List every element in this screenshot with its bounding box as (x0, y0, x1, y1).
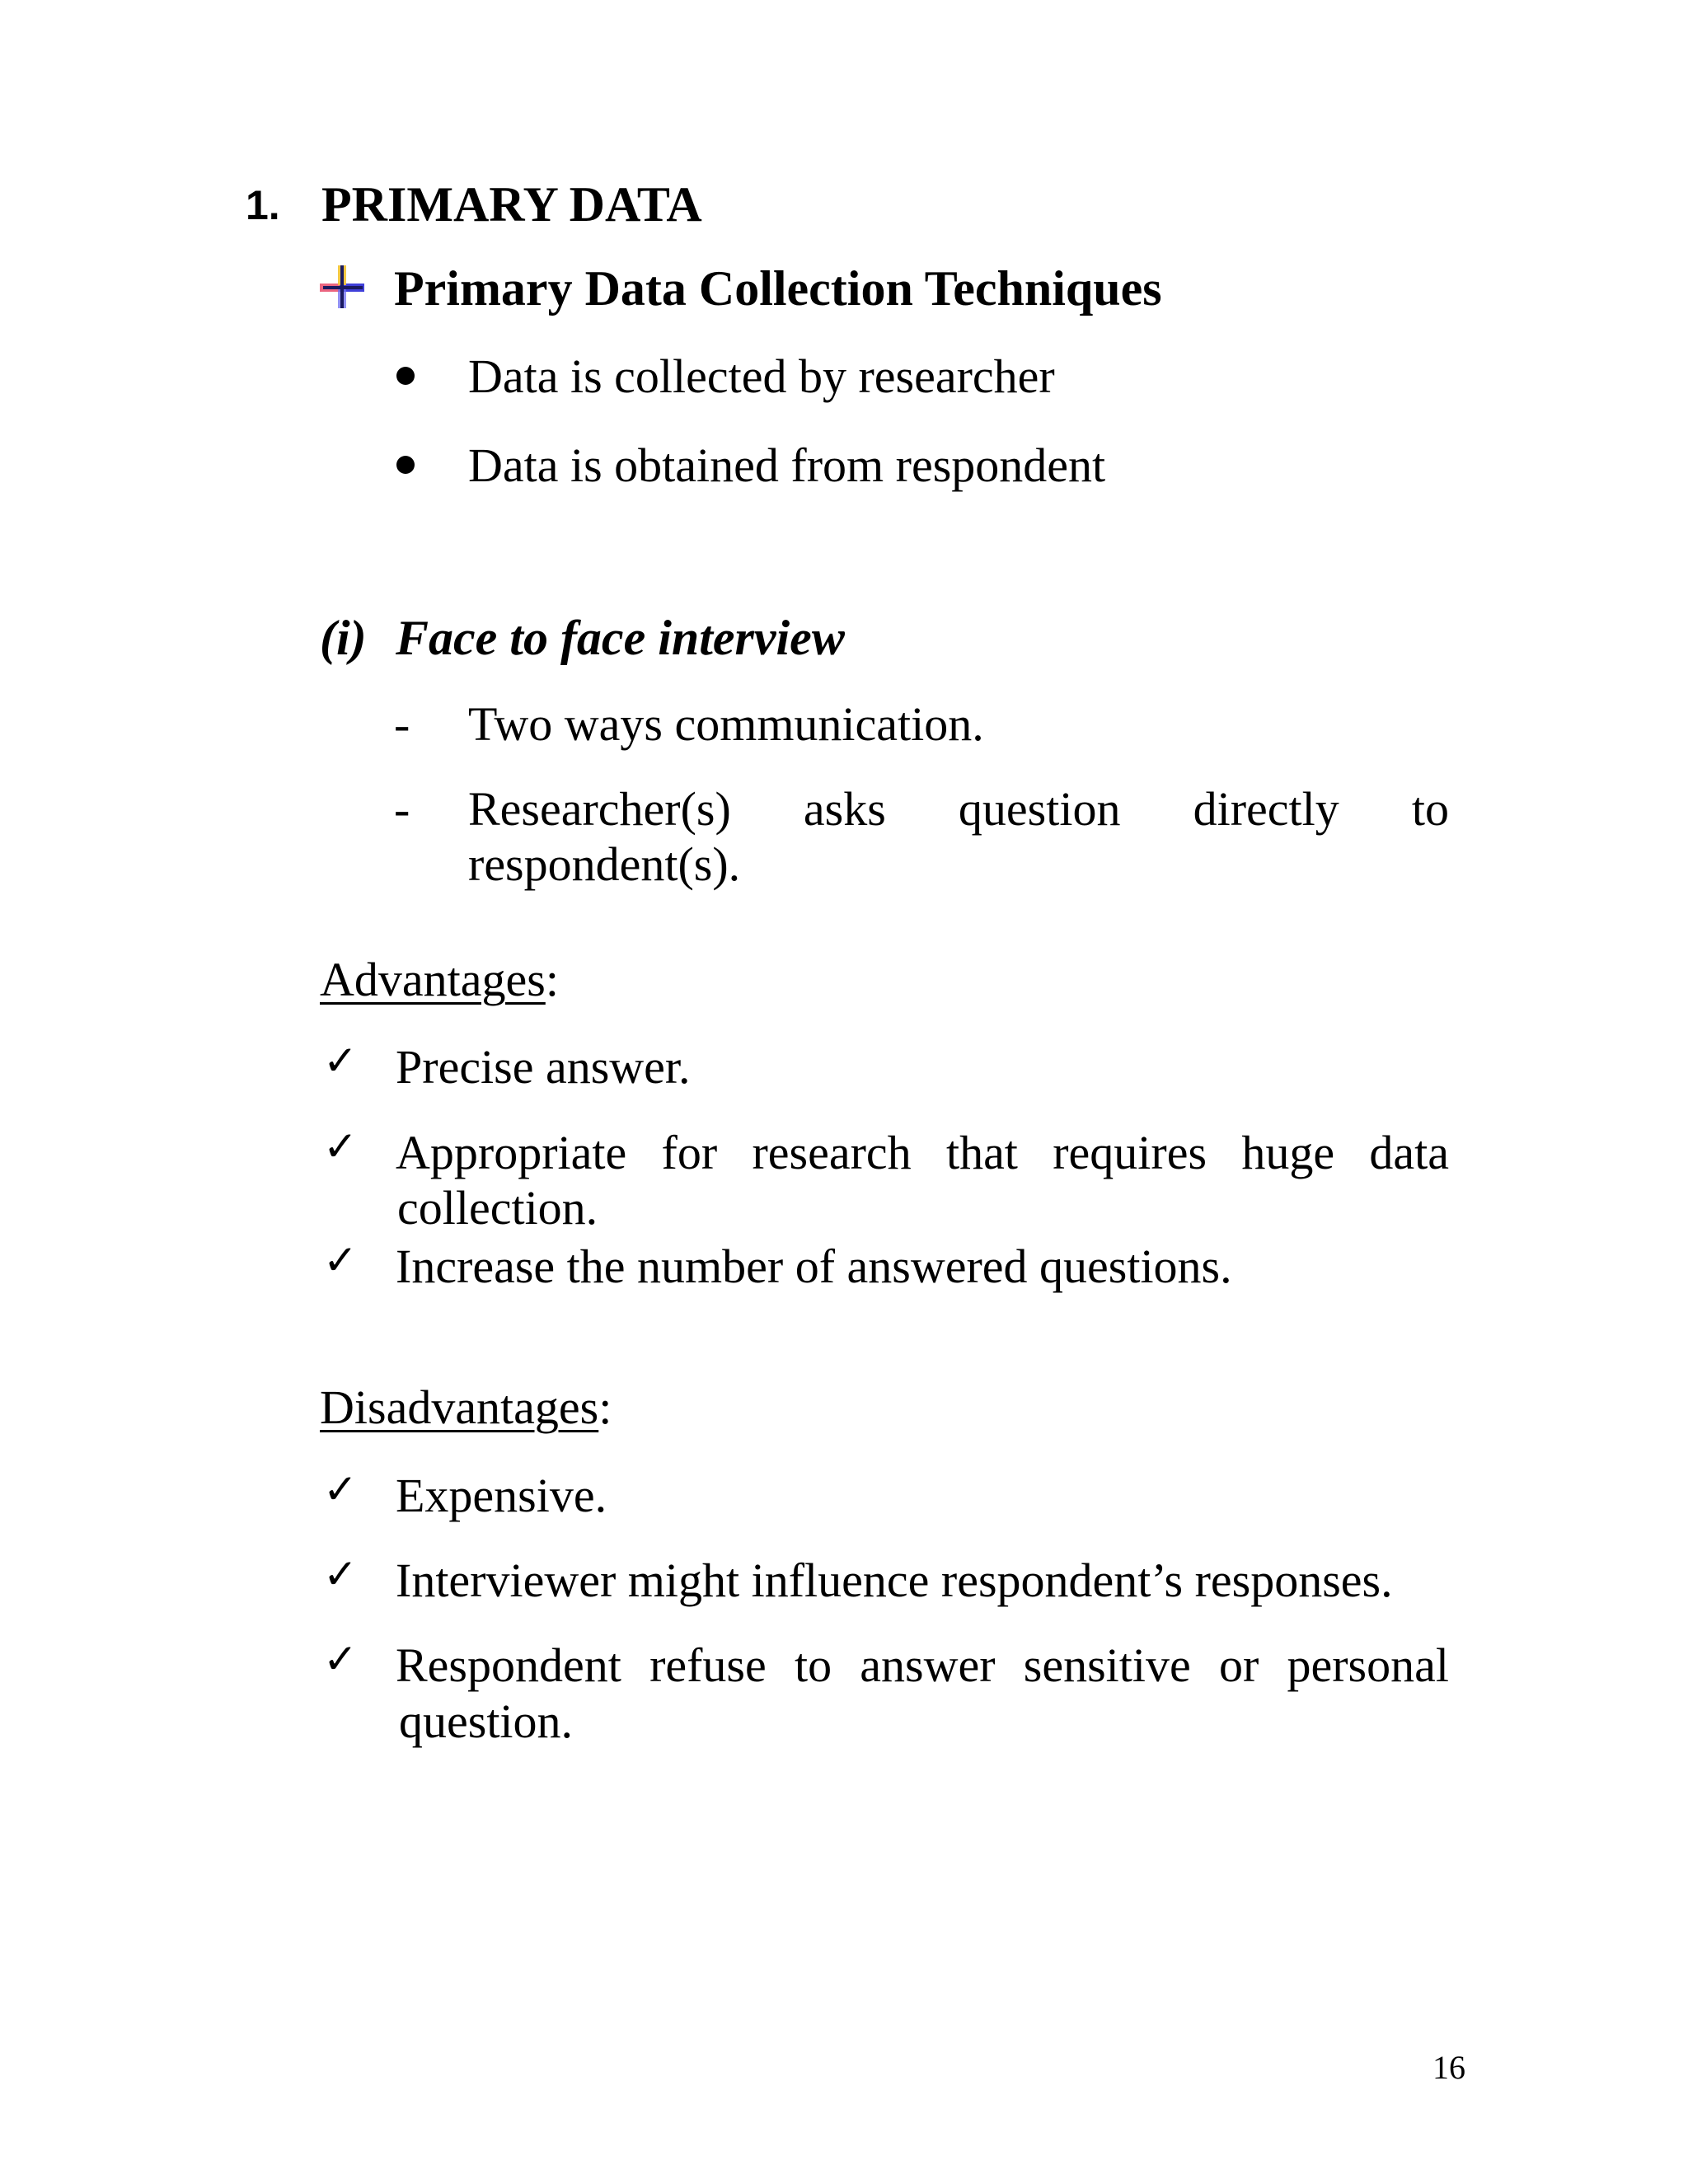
advantages-label-text: Advantages (320, 953, 546, 1006)
word: refuse (649, 1638, 767, 1692)
dash-marker: - (394, 782, 410, 836)
word: research (752, 1126, 912, 1179)
word: Appropriate (396, 1126, 627, 1179)
disadvantages-label-text: Disadvantages (320, 1380, 599, 1434)
advantage-item-continuation: collection. (397, 1181, 598, 1235)
checkmark-icon: ✓ (323, 1236, 358, 1284)
word: for (661, 1126, 718, 1179)
bullet-text: Data is obtained from respondent (468, 438, 1106, 492)
subsection-title: Face to face interview (396, 611, 845, 665)
section-number: 1. (246, 182, 280, 228)
word: requires (1053, 1126, 1207, 1179)
advantages-label (320, 953, 559, 1006)
word: answer (860, 1638, 996, 1692)
word: Researcher(s) (468, 782, 731, 836)
advantage-item-line (396, 1126, 1449, 1179)
disadvantage-item-line (396, 1638, 1449, 1692)
bullet-icon (396, 367, 415, 385)
dash-marker: - (394, 697, 410, 751)
point-text: Two ways communication. (468, 697, 984, 751)
disadvantage-item-continuation: question. (399, 1694, 574, 1748)
disadvantage-item: Expensive. (396, 1469, 607, 1522)
checkmark-icon: ✓ (323, 1465, 358, 1513)
subsection-number: (i) (320, 611, 367, 665)
disadvantage-item: Interviewer might influence respondent’s responses. (396, 1554, 1393, 1607)
word: to (1411, 782, 1449, 836)
disadvantages-label (320, 1380, 612, 1434)
word: asks (803, 782, 886, 836)
bullet-text: Data is collected by researcher (468, 349, 1055, 403)
checkmark-icon: ✓ (323, 1037, 358, 1085)
word: to (794, 1638, 832, 1692)
word: question (958, 782, 1121, 836)
advantages-colon: : (545, 953, 559, 1006)
techniques-heading: Primary Data Collection Techniques (394, 261, 1162, 316)
checkmark-icon: ✓ (323, 1635, 358, 1683)
page-number: 16 (1432, 2049, 1465, 2086)
advantage-item: Increase the number of answered questions. (396, 1240, 1232, 1293)
checkmark-icon: ✓ (323, 1122, 358, 1170)
word: sensitive (1023, 1638, 1191, 1692)
bullet-icon (396, 456, 415, 474)
word: or (1218, 1638, 1259, 1692)
section-title: PRIMARY DATA (321, 177, 702, 232)
word: directly (1193, 782, 1339, 836)
word: that (945, 1126, 1018, 1179)
word: huge (1241, 1126, 1335, 1179)
word: personal (1287, 1638, 1449, 1692)
checkmark-icon: ✓ (323, 1550, 358, 1598)
plus-sparkle-icon (318, 262, 368, 312)
advantage-item: Precise answer. (396, 1040, 691, 1094)
disadvantages-colon: : (598, 1380, 612, 1434)
word: data (1369, 1126, 1449, 1179)
word: Respondent (396, 1638, 621, 1692)
point-text-line (468, 782, 1449, 836)
point-text-continuation: respondent(s). (468, 837, 741, 891)
